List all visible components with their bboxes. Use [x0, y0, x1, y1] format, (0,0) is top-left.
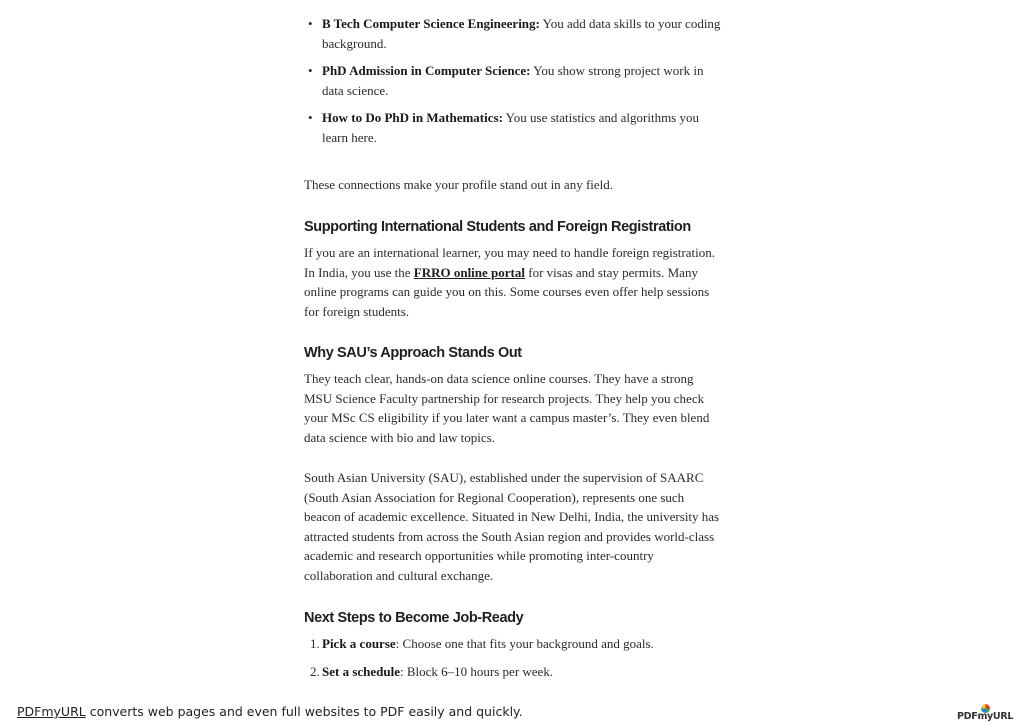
bullet-title: B Tech Computer Science Engineering:: [322, 16, 540, 31]
step-text: : Choose one that fits your background and goals.: [395, 636, 654, 651]
sau-paragraph-1: They teach clear, hands-on data science online courses. They have a strong MSU Science Faculty partnership for research projects. They help you check your MSc CS eligibility if you later want a campus master’s. They even blend data science with bio and law topics.: [304, 371, 710, 445]
list-item: [304, 108, 724, 147]
pdfmyurl-footer: [17, 704, 523, 719]
international-text-before-link: If you are an international learner, you may need to handle foreign registration. In India, you use the: [304, 245, 715, 280]
international-heading: Supporting International Students and Foreign Registration: [304, 219, 691, 235]
list-item: [304, 662, 724, 682]
next-steps-list: [304, 634, 724, 689]
step-text: : Block 6–10 hours per week.: [400, 663, 554, 679]
bullet-text: You add data skills to your coding background.: [322, 16, 721, 51]
international-paragraph: [304, 243, 724, 321]
next-steps-heading: Next Steps to Become Job-Ready: [304, 610, 524, 626]
footer-text: converts web pages and even full websites to PDF easily and quickly.: [85, 704, 523, 719]
bullet-text: You show strong project work in data science.: [322, 63, 704, 98]
step-title: Pick a course: [322, 636, 396, 651]
pdfmyurl-logo[interactable]: [957, 704, 1014, 722]
logo-text: PDFmyURL: [957, 711, 1014, 722]
list-item: [304, 634, 724, 654]
intro-bullet-list: [304, 14, 724, 155]
frro-portal-link[interactable]: FRRO online portal: [413, 264, 525, 280]
bullet-title: How to Do PhD in Mathematics:: [322, 110, 503, 125]
connections-paragraph: These connections make your profile stand out in any field.: [304, 177, 614, 192]
step-title: Set a schedule: [322, 663, 400, 679]
pdfmyurl-link[interactable]: PDFmyURL: [17, 704, 86, 719]
sau-paragraph-2: South Asian University (SAU), established under the supervision of SAARC (South Asian Association for Regional Cooperation), represents one such beacon of academic excellence. Situated in New Delhi, India, the university has attracted students from across the South Asian region and provides world-class academic and research opportunities while promoting inter-country collaboration and cultural exchange.: [304, 470, 720, 583]
bullet-title: PhD Admission in Computer Science:: [322, 63, 531, 78]
step-number: 1.: [310, 636, 320, 651]
list-item: [304, 61, 724, 100]
bullet-text: You use statistics and algorithms you learn here.: [322, 110, 699, 145]
step-number: 2.: [310, 663, 320, 679]
international-text-after-link: for visas and stay permits. Many online programs can guide you on this. Some courses even offer help sessions for foreign students.: [304, 264, 710, 319]
list-item: [304, 14, 724, 53]
sau-heading: Why SAU’s Approach Stands Out: [304, 345, 522, 361]
